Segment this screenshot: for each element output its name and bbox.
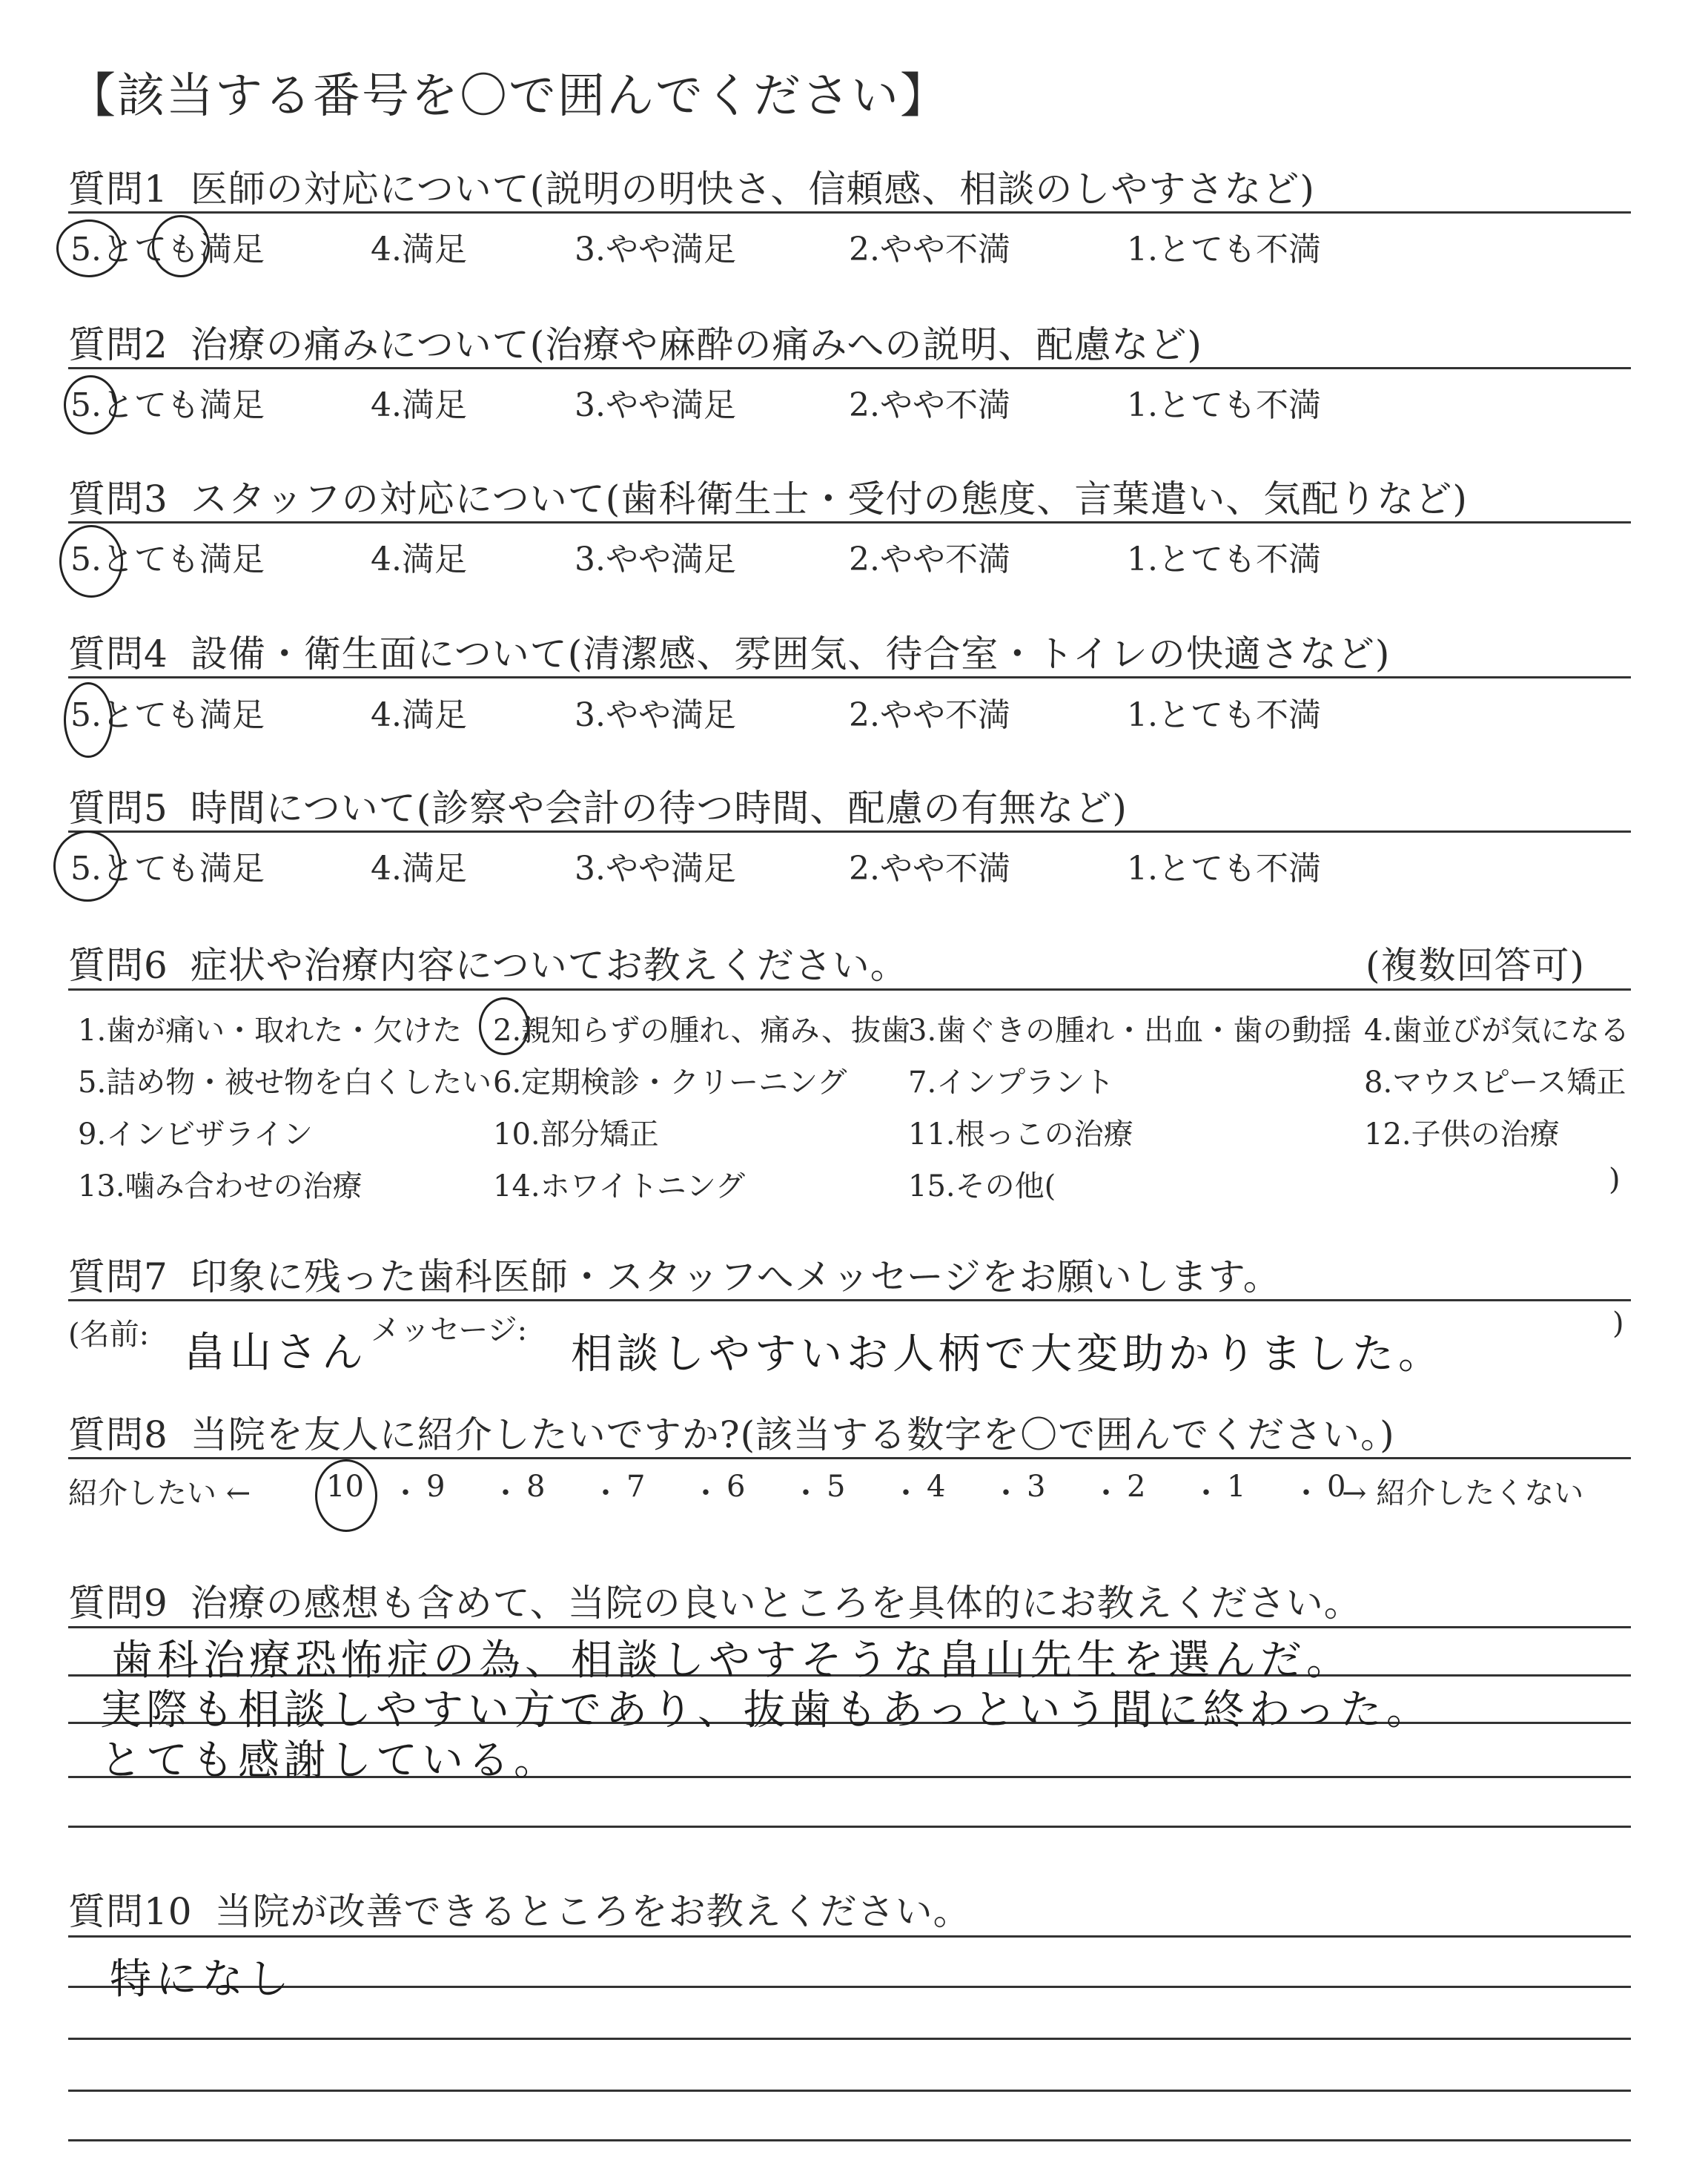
q1-selection-circle xyxy=(56,219,122,277)
q8-left-label: 紹介したい ← xyxy=(68,1476,251,1510)
q6-item-15-close: ) xyxy=(1609,1163,1621,1197)
q4-option-4[interactable]: 4.満足 xyxy=(371,696,467,734)
q6-item-11[interactable]: 11.根っこの治療 xyxy=(908,1117,1133,1152)
question-10-number: 質問10 xyxy=(68,1890,193,1933)
q4-option-2[interactable]: 2.やや不満 xyxy=(849,696,1010,734)
question-2-text: 治療の痛みについて(治療や麻酔の痛みへの説明、配慮など) xyxy=(190,323,1202,366)
q3-selection-circle xyxy=(59,525,123,598)
question-6-number: 質問6 xyxy=(68,944,168,987)
q10-answer-rule-1 xyxy=(68,1935,1631,1938)
question-2-rule xyxy=(68,367,1631,369)
q7-message-label: メッセージ: xyxy=(371,1313,528,1347)
question-5-text: 時間について(診察や会計の待つ時間、配慮の有無など) xyxy=(190,787,1128,830)
q6-item-6[interactable]: 6.定期検診・クリーニング xyxy=(493,1066,847,1100)
q1-option-1[interactable]: 1.とても不満 xyxy=(1127,231,1321,268)
q5-option-2[interactable]: 2.やや不満 xyxy=(849,850,1010,888)
q8-scale-value-1[interactable]: 1 xyxy=(1227,1470,1246,1504)
q8-scale-value-2[interactable]: 2 xyxy=(1127,1470,1146,1504)
q3-option-5[interactable]: 5.とても満足 xyxy=(70,541,265,578)
q6-item-13[interactable]: 13.噛み合わせの治療 xyxy=(78,1169,363,1203)
q6-item-3[interactable]: 3.歯ぐきの腫れ・出血・歯の動揺 xyxy=(908,1014,1352,1048)
question-7-text: 印象に残った歯科医師・スタッフへメッセージをお願いします。 xyxy=(190,1255,1281,1298)
q8-scale-separator: ・ xyxy=(791,1476,821,1510)
q7-name-label: (名前: xyxy=(68,1318,150,1352)
q6-item-14[interactable]: 14.ホワイトニング xyxy=(493,1169,746,1203)
q3-option-1[interactable]: 1.とても不満 xyxy=(1127,541,1321,578)
question-1-text: 医師の対応について(説明の明快さ、信頼感、相談のしやすさなど) xyxy=(190,168,1315,211)
question-4-text: 設備・衛生面について(清潔感、雰囲気、待合室・トイレの快適さなど) xyxy=(190,633,1391,676)
q2-option-2[interactable]: 2.やや不満 xyxy=(849,386,1010,424)
q2-option-5[interactable]: 5.とても満足 xyxy=(70,386,265,424)
q3-option-2[interactable]: 2.やや不満 xyxy=(849,541,1010,578)
q5-selection-circle xyxy=(53,830,122,902)
q8-scale-separator: ・ xyxy=(891,1476,921,1510)
q7-close: ) xyxy=(1612,1307,1624,1341)
q3-option-3[interactable]: 3.やや満足 xyxy=(575,541,736,578)
question-1-number: 質問1 xyxy=(68,168,168,211)
q6-item-4[interactable]: 4.歯並びが気になる xyxy=(1364,1014,1630,1048)
q2-selection-circle xyxy=(64,375,117,435)
q8-scale-separator: ・ xyxy=(691,1476,721,1510)
q6-item-1[interactable]: 1.歯が痛い・取れた・欠けた xyxy=(78,1014,463,1048)
q5-option-5[interactable]: 5.とても満足 xyxy=(70,850,265,888)
q10-answer-rule-2 xyxy=(68,1986,1631,1988)
q8-scale-value-4[interactable]: 4 xyxy=(927,1470,946,1504)
q9-answer-line-1: 歯科治療恐怖症の為、相談しやすそうな畠山先生を選んだ。 xyxy=(111,1636,1352,1685)
q5-option-4[interactable]: 4.満足 xyxy=(371,850,467,888)
q3-option-4[interactable]: 4.満足 xyxy=(371,541,467,578)
q7-message-value: 相談しやすいお人柄で大変助かりました。 xyxy=(571,1330,1444,1378)
question-5-rule xyxy=(68,830,1631,833)
question-8-number: 質問8 xyxy=(68,1413,168,1456)
q1-option-5[interactable]: 5.とても満足 xyxy=(70,231,265,268)
q8-scale-separator: ・ xyxy=(1191,1476,1221,1510)
q9-answer-line-3: とても感謝している。 xyxy=(100,1737,560,1785)
question-9-number: 質問9 xyxy=(68,1582,168,1625)
question-6-rule xyxy=(68,988,1631,991)
q2-option-3[interactable]: 3.やや満足 xyxy=(575,386,736,424)
question-6 xyxy=(68,936,908,989)
q8-scale-separator: ・ xyxy=(491,1476,520,1510)
q1-option-2[interactable]: 2.やや不満 xyxy=(849,231,1010,268)
q5-option-1[interactable]: 1.とても不満 xyxy=(1127,850,1321,888)
q4-option-3[interactable]: 3.やや満足 xyxy=(575,696,736,734)
q10-answer-line-1: 特になし xyxy=(110,1955,294,2004)
question-4 xyxy=(68,624,1390,678)
q10-answer-rule-4 xyxy=(68,2090,1631,2092)
q8-scale-value-5[interactable]: 5 xyxy=(827,1470,846,1504)
question-9 xyxy=(68,1573,1362,1627)
q10-answer-rule-3 xyxy=(68,2038,1631,2040)
question-5 xyxy=(68,779,1128,832)
q2-option-1[interactable]: 1.とても不満 xyxy=(1127,386,1321,424)
q6-item-8[interactable]: 8.マウスピース矯正 xyxy=(1364,1066,1626,1100)
q2-option-4[interactable]: 4.満足 xyxy=(371,386,467,424)
q6-selection-circle xyxy=(479,997,529,1055)
question-3-text: スタッフの対応について(歯科衛生士・受付の態度、言葉遣い、気配りなど) xyxy=(190,478,1468,521)
question-3-rule xyxy=(68,521,1631,524)
q4-option-1[interactable]: 1.とても不満 xyxy=(1127,696,1321,734)
q10-answer-rule-5 xyxy=(68,2139,1631,2141)
q5-option-3[interactable]: 3.やや満足 xyxy=(575,850,736,888)
q8-scale-separator: ・ xyxy=(1091,1476,1121,1510)
q8-scale-value-10[interactable]: 10 xyxy=(326,1470,364,1504)
q6-item-12[interactable]: 12.子供の治療 xyxy=(1364,1117,1560,1152)
q9-answer-line-2: 実際も相談しやすい方であり、抜歯もあっという間に終わった。 xyxy=(100,1686,1432,1734)
question-4-number: 質問4 xyxy=(68,633,168,676)
q8-scale-value-0[interactable]: 0 xyxy=(1327,1470,1346,1504)
question-6-text: 症状や治療内容についてお教えください。 xyxy=(190,944,908,987)
q1-option-3[interactable]: 3.やや満足 xyxy=(575,231,736,268)
q8-scale-value-9[interactable]: 9 xyxy=(426,1470,446,1504)
q8-scale-separator: ・ xyxy=(391,1476,420,1510)
question-1-rule xyxy=(68,211,1631,214)
question-2 xyxy=(68,315,1202,369)
q6-item-5[interactable]: 5.詰め物・被せ物を白くしたい xyxy=(78,1066,492,1100)
question-6-note: (複数回答可) xyxy=(1366,944,1586,987)
q6-item-7[interactable]: 7.インプラント xyxy=(908,1066,1115,1100)
question-3 xyxy=(68,469,1468,523)
q9-answer-rule-5 xyxy=(68,1826,1631,1828)
q4-selection-circle xyxy=(64,682,113,758)
question-9-text: 治療の感想も含めて、当院の良いところを具体的にお教えください。 xyxy=(190,1582,1362,1625)
question-4-rule xyxy=(68,676,1631,678)
question-10 xyxy=(68,1882,971,1935)
question-1 xyxy=(68,159,1315,213)
question-7-number: 質問7 xyxy=(68,1255,168,1298)
q6-item-9[interactable]: 9.インビザライン xyxy=(78,1117,313,1152)
q6-item-15[interactable]: 15.その他( xyxy=(908,1169,1056,1203)
q6-item-2[interactable]: 2.親知らずの腫れ、痛み、抜歯 xyxy=(493,1014,910,1048)
question-8-text: 当院を友人に紹介したいですか?(該当する数字を〇で囲んでください。) xyxy=(190,1413,1395,1456)
q8-right-label: → 紹介したくない xyxy=(1342,1476,1584,1510)
q8-selection-circle xyxy=(315,1459,377,1532)
q1-stray-mark xyxy=(152,215,210,277)
question-5-number: 質問5 xyxy=(68,787,168,830)
question-7 xyxy=(68,1247,1281,1301)
page-title: 【該当する番号を〇で囲んでください】 xyxy=(68,69,949,124)
q8-scale-separator: ・ xyxy=(1291,1476,1321,1510)
q4-option-5[interactable]: 5.とても満足 xyxy=(70,696,265,734)
q1-option-4[interactable]: 4.満足 xyxy=(371,231,467,268)
q6-item-10[interactable]: 10.部分矯正 xyxy=(493,1117,659,1152)
q7-name-value: 畠山さん xyxy=(184,1329,368,1377)
question-8 xyxy=(68,1405,1395,1459)
q8-scale-separator: ・ xyxy=(991,1476,1021,1510)
question-7-rule xyxy=(68,1299,1631,1301)
q8-scale-value-8[interactable]: 8 xyxy=(526,1470,546,1504)
question-10-text: 当院が改善できるところをお教えください。 xyxy=(214,1890,971,1933)
q8-scale-separator: ・ xyxy=(591,1476,620,1510)
q8-scale-value-3[interactable]: 3 xyxy=(1027,1470,1046,1504)
question-3-number: 質問3 xyxy=(68,478,168,521)
q8-scale-value-7[interactable]: 7 xyxy=(626,1470,646,1504)
question-8-rule xyxy=(68,1457,1631,1459)
q8-scale-value-6[interactable]: 6 xyxy=(726,1470,746,1504)
question-2-number: 質問2 xyxy=(68,323,168,366)
